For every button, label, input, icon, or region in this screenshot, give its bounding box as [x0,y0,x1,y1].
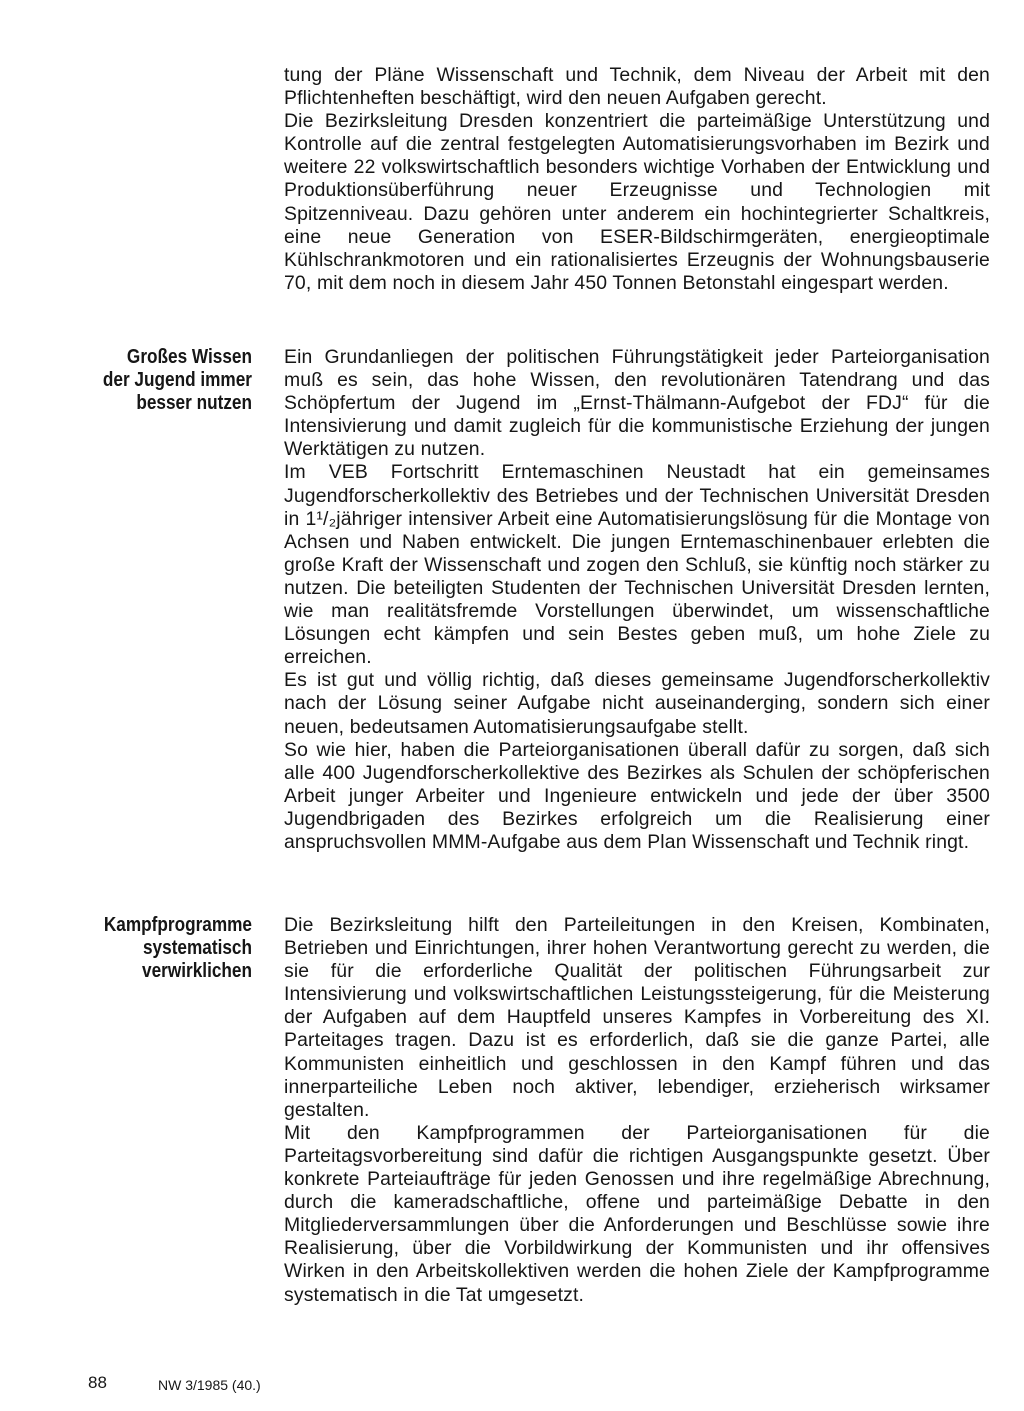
heading-line: systematisch [142,937,252,959]
heading-line: Großes Wissen [126,346,252,368]
section-2-heading [80,346,252,415]
heading-line: der Jugend immer [102,369,252,391]
paragraph: Im VEB Fortschritt Erntemaschinen Neustadt hat ein gemeinsames Jugendforscherkollektiv des Betriebes und der Technischen Universität Dresden in 1¹/₂jähriger intensiver Arbeit eine Automatisierungslösung für die Montage von Achsen und Naben entwickelt. Die jungen Erntemaschinenbauer erlebten die große Kraft der Wissenschaft und zogen den Schluß, sie künftig noch stärker zu nutzen. Die beteiligten Studenten der Technischen Universität Dresden lernten, wie man realitätsfremde Vorstellungen überwindet, um wissenschaftliche Lösungen echt kämpfen und sein Bestes geben muß, um hohe Ziele zu erreichen. [284,461,990,669]
heading-line: Kampfprogramme [103,914,252,936]
section-3-text [284,914,990,1307]
heading-line: besser nutzen [136,392,252,414]
heading-line: verwirklichen [142,960,252,982]
paragraph: Die Bezirksleitung hilft den Parteileitungen in den Kreisen, Kombinaten, Betrieben und Einrichtungen, ihrer hohen Verantwortung gerecht zu werden, die sie für die erforderliche Qualität der politischen Führungsarbeit zur Intensivierung und volkswirtschaftlichen Leistungssteigerung, für die Meisterung der Aufgaben auf dem Hauptfeld unseres Kampfes in Vorbereitung des XI. Parteitages tragen. Dazu ist es erforderlich, daß sie die ganze Partei, alle Kommunisten einheitlich und geschlossen in den Kampf führen und das innerparteiliche Leben noch aktiver, lebendiger, erzieherisch wirksamer gestalten. [284,914,990,1121]
paragraph: Ein Grundanliegen der politischen Führungstätigkeit jeder Parteiorganisation muß es sein, das hohe Wissen, den revolutionären Tatendrang und das Schöpfertum der Jugend im „Ernst-Thälmann-Aufgebot der FDJ“ für die Intensivierung und damit zugleich für die kommunistische Erziehung der jungen Werktätigen zu nutzen. [284,346,990,461]
section-3-heading [80,914,252,983]
paragraph: Die Bezirksleitung Dresden konzentriert die parteimäßige Unterstützung und Kontrolle auf die zentral festgelegten Automatisierungsvorhaben im Bezirk und weitere 22 volkswirtschaftlich besonders wichtige Vorhaben der Entwicklung und Produktionsüberführung neuer Erzeugnisse und Technologien mit Spitzenniveau. Dazu gehören unter anderem ein hochintegrierter Schaltkreis, eine neue Generation von ESER-Bildschirmgeräten, energieoptimale Kühlschrankmotoren und ein rationalisiertes Erzeugnis der Wohnungsbauserie 70, mit dem noch in diesem Jahr 450 Tonnen Betonstahl eingespart werden. [284,110,990,294]
section-1-text [284,64,990,295]
issue-reference: NW 3/1985 (40.) [158,1377,261,1393]
paragraph: tung der Pläne Wissenschaft und Technik, dem Niveau der Arbeit mit den Pflichtenheften beschäftigt, wird den neuen Aufgaben gerecht. [284,64,990,110]
paragraph: So wie hier, haben die Parteiorganisationen überall dafür zu sorgen, daß sich alle 400 Jugendforscherkollektive des Bezirkes als Schulen der schöpferischen Arbeit junger Arbeiter und Ingenieure entwickeln und jede der über 3500 Jugendbrigaden des Bezirkes erfolgreich um die Realisierung einer anspruchsvollen MMM-Aufgabe aus dem Plan Wissenschaft und Technik ringt. [284,738,990,853]
page-number: 88 [88,1373,107,1392]
paragraph: Es ist gut und völlig richtig, daß dieses gemeinsame Jugendforscherkollektiv nach der Lösung seiner Aufgabe nicht auseinanderging, sondern sich einer neuen, bedeutsamen Automatisierungsaufgabe stellt. [284,669,990,738]
section-2-text [284,346,990,854]
paragraph: Mit den Kampfprogrammen der Parteiorganisationen für die Parteitagsvorbereitung sind dafür die richtigen Ausgangspunkte gesetzt. Über konkrete Parteiaufträge für jeden Genossen und ihre regelmäßige Abrechnung, durch die kameradschaftliche, offene und parteimäßige Debatte in den Mitgliederversammlungen über die Anforderungen und Beschlüsse sowie ihre Realisierung, über die Vorbildwirkung der Kommunisten und ihr offensives Wirken in den Arbeitskollektiven werden die hohen Ziele der Kampfprogramme systematisch in die Tat umgesetzt. [284,1121,990,1306]
